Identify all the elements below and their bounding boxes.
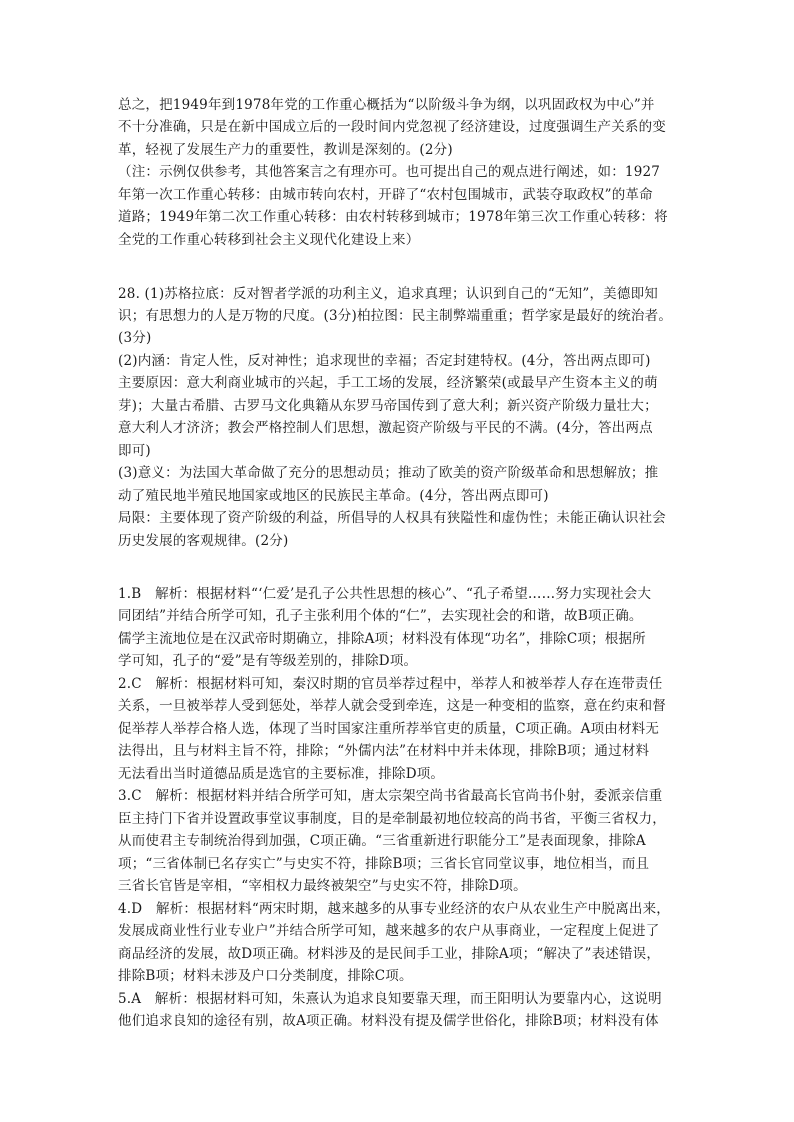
text-line: 意大利人才济济；教会严格控制人们思想，激起资产阶级与平民的不满。(4分，答出两点 (118, 420, 653, 436)
text-line: 主要原因：意大利商业城市的兴起，手工工场的发展，经济繁荣(或最早产生资本主义的萌 (118, 375, 658, 391)
text-line: 历史发展的客观规律。(2分) (118, 533, 289, 549)
text-line: 5.A 解析：根据材料可知，朱熹认为追求良知要靠天理，而王阳明认为要靠内心，这说明 (118, 991, 662, 1007)
text-line: 学可知，孔子的“爱”是有等级差别的，排除D项。 (118, 653, 418, 669)
text-line: 项；“三省体制已名存实亡”与史实不符，排除B项；三省长官同堂议事，地位相当，而且 (118, 856, 650, 872)
text-line: (3分) (118, 330, 152, 346)
text-line: 商品经济的发展，故D项正确。材料涉及的是民间手工业，排除A项；“解决了”表述错误， (118, 946, 661, 962)
text-line: 无法看出当时道德品质是选官的主要标准，排除D项。 (118, 766, 445, 782)
text-line: 全党的工作重心转移到社会主义现代化建设上来） (118, 232, 420, 248)
text-line: 道路；1949年第二次工作重心转移：由农村转移到城市；1978年第三次工作重心转移：将 (118, 209, 668, 225)
text-line: 从而使君主专制统治得到加强，C项正确。“三省重新进行职能分工”是表面现象，排除A (118, 833, 646, 849)
text-line: 即可) (118, 443, 151, 459)
text-line: 关系，一旦被举荐人受到惩处，举荐人就会受到牵连，这是一种变相的监察，意在约束和督 (118, 698, 666, 714)
text-line: 法得出，且与材料主旨不符，排除；“外儒内法”在材料中并未体现，排除B项；通过材料 (118, 743, 650, 759)
text-line: (2)内涵：肯定人性，反对神性；追求现世的幸福；否定封建特权。(4分，答出两点即可) (118, 353, 651, 369)
text-line: 年第一次工作重心转移：由城市转向农村，开辟了“农村包围城市，武装夺取政权”的革命 (118, 187, 653, 203)
text-line: 28. (1)苏格拉底：反对智者学派的功利主义，追求真理；认识到自己的“无知”，美德即知 (118, 286, 658, 302)
text-line: 不十分准确，只是在新中国成立后的一段时间内党忽视了经济建设，过度强调生产关系的变 (118, 119, 666, 135)
text-line: （注：示例仅供参考，其他答案言之有理亦可。也可提出自己的观点进行阐述，如：1927 (118, 164, 661, 180)
text-line: 3.C 解析：根据材料并结合所学可知，唐太宗架空尚书省最高长官尚书仆射，委派亲信重 (118, 788, 663, 804)
text-line: 排除B项；材料未涉及户口分类制度，排除C项。 (118, 968, 413, 984)
text-line: 他们追求良知的途径有别，故A项正确。材料没有提及儒学世俗化，排除B项；材料没有体 (118, 1013, 659, 1029)
text-line: 2.C 解析：根据材料可知，秦汉时期的官员举荐过程中，举荐人和被举荐人存在连带责任 (118, 676, 663, 692)
text-line: 总之，把1949年到1978年党的工作重心概括为“以阶级斗争为纲，以巩固政权为中心”并 (118, 97, 655, 113)
text-line: 识；有思想力的人是万物的尺度。(3分)柏拉图：民主制弊端重重；哲学家是最好的统治者。 (118, 308, 673, 324)
text-line: 发展成商业性行业专业户”并结合所学可知，越来越多的农户从事商业，一定程度上促进了 (118, 923, 660, 939)
text-line: 局限：主要体现了资产阶级的利益，所倡导的人权具有狭隘性和虚伪性；未能正确认识社会 (118, 510, 666, 526)
text-line: 同团结”并结合所学可知，孔子主张利用个体的“仁”，去实现社会的和谐，故B项正确。 (118, 608, 643, 624)
text-line: 1.B 解析：根据材料“‘仁爱’是孔子公共性思想的核心”、“孔子希望……努力实现社会大 (118, 586, 652, 602)
text-line: 革，轻视了发展生产力的重要性，教训是深刻的。(2分) (118, 142, 453, 158)
text-line: 芽)；大量古希腊、古罗马文化典籍从东罗马帝国传到了意大利；新兴资产阶级力量壮大； (118, 398, 658, 414)
text-line: 臣主持门下省并设置政事堂议事制度，目的是牵制最初地位较高的尚书省，平衡三省权力， (118, 811, 666, 827)
text-line: 促举荐人举荐合格人选，体现了当时国家注重所荐举官吏的质量，C项正确。A项由材料无 (118, 721, 660, 737)
text-line: 儒学主流地位是在汉武帝时期确立，排除A项；材料没有体现“功名”，排除C项；根据所 (118, 631, 646, 647)
text-line: 三省长官皆是宰相，“宰相权力最终被架空”与史实不符，排除D项。 (118, 878, 527, 894)
text-line: (3)意义：为法国大革命做了充分的思想动员；推动了欧美的资产阶级革命和思想解放；推 (118, 465, 659, 481)
text-line: 动了殖民地半殖民地国家或地区的民族民主革命。(4分，答出两点即可) (118, 488, 549, 504)
text-line: 4.D 解析：根据材料“两宋时期，越来越多的从事专业经济的农户从农业生产中脱离出来， (118, 901, 671, 917)
